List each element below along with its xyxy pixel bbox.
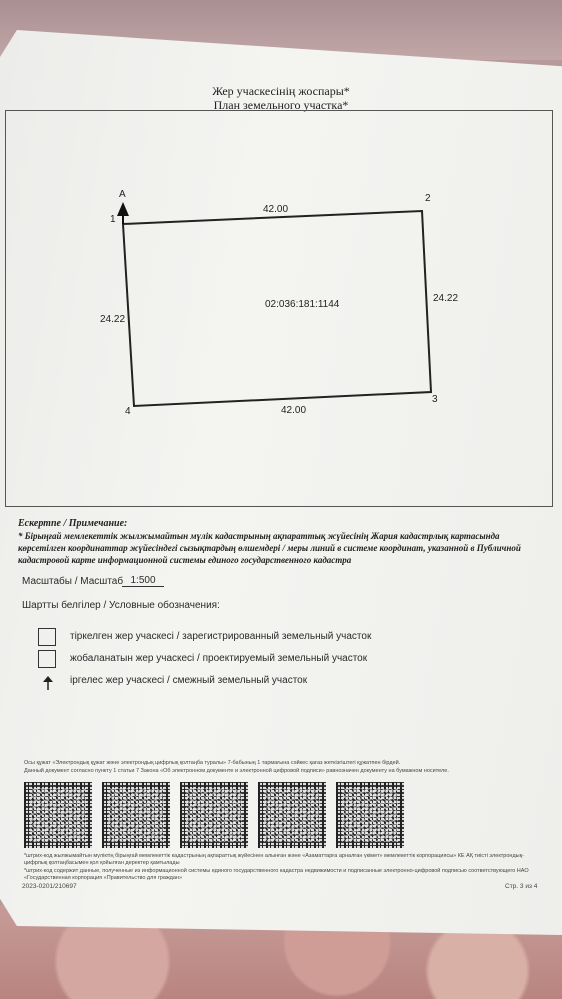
note-heading: Ескертпе / Примечание: <box>18 518 128 529</box>
parcel-cadastral-number: 02:036:181:1144 <box>265 299 340 310</box>
side-length-right: 24.22 <box>433 293 459 304</box>
barcode-1 <box>24 782 92 848</box>
north-arrow-icon <box>117 202 129 216</box>
side-length-top: 42.00 <box>263 204 289 215</box>
legend-item-registered: тіркелген жер учаскесі / зарегистрированный земельный участок <box>70 631 372 642</box>
point-label-4: 4 <box>125 406 131 417</box>
point-label-3: 3 <box>432 394 438 405</box>
legal-notice-kz: Осы құжат «Электрондық құжат және электрондық цифрлық қолтаңба туралы» 7-бабының 1 тармағына сәйкес қағаз жеткізгіштегі құжатпен бірдей. <box>24 760 401 766</box>
north-label: A <box>119 189 126 200</box>
title-ru: План земельного участка* <box>213 98 349 112</box>
empty-square-icon <box>38 650 56 668</box>
barcode-note-ru: *штрих-код содержит данные, полученные из информационной системы единого государственного кадастра недвижимости и подписанные электронно-цифровой подписью соответствующего НАО «Государственная корпорация «Правительство для граждан» <box>24 868 529 881</box>
barcode-3 <box>180 782 248 848</box>
point-label-2: 2 <box>425 193 431 204</box>
arrow-up-icon <box>42 676 54 690</box>
empty-square-icon <box>38 628 56 646</box>
document-number: 2023-0201/210697 <box>22 883 77 890</box>
barcode-note-kz: *штрих-код жылжымайтын мүліктің бірыңғай мемлекеттік кадастрының ақпараттық жүйесінен алынған және «Азаматтарға арналған үкімет» мемлекеттік корпорациясы» КЕ АҚ тиісті электрондық-цифрлық қолтаңбасымен қол қойылған деректер қамтылады <box>24 853 524 866</box>
page-number: Стр. 3 из 4 <box>505 883 538 890</box>
note-text: * Бірыңғай мемлекеттік жылжымайтын мүлік кадастрының ақпараттық жүйесінің Жария кадастрлық картасында көрсетілген координаттар жүйесіндегі сызықтардың өлшемдері / меры линий в системе координат, указанной в Публичной кадастровой карте информационной системы единого государственного кадастра <box>18 531 521 565</box>
side-length-left: 24.22 <box>100 314 126 325</box>
legend-item-projected: жобаланатын жер учаскесі / проектируемый земельный участок <box>70 653 368 664</box>
scale-label: Масштабы / Масштаб <box>22 576 124 587</box>
legend-item-adjacent: іргелес жер учаскесі / смежный земельный участок <box>70 675 308 686</box>
legend-title: Шартты белгілер / Условные обозначения: <box>22 600 220 611</box>
barcode-2 <box>102 782 170 848</box>
barcode-4 <box>258 782 326 848</box>
scale-value: 1:500 <box>122 575 164 587</box>
barcode-5 <box>336 782 404 848</box>
point-label-1: 1 <box>110 214 116 225</box>
legal-notice-ru: Данный документ согласно пункту 1 статьи 7 Закона «Об электронном документе и электронной цифровой подписи» равнозначен документу на бумажном носителе. <box>24 768 449 774</box>
side-length-bottom: 42.00 <box>281 405 307 416</box>
title-kz: Жер учаскесінің жоспары* <box>212 84 350 98</box>
